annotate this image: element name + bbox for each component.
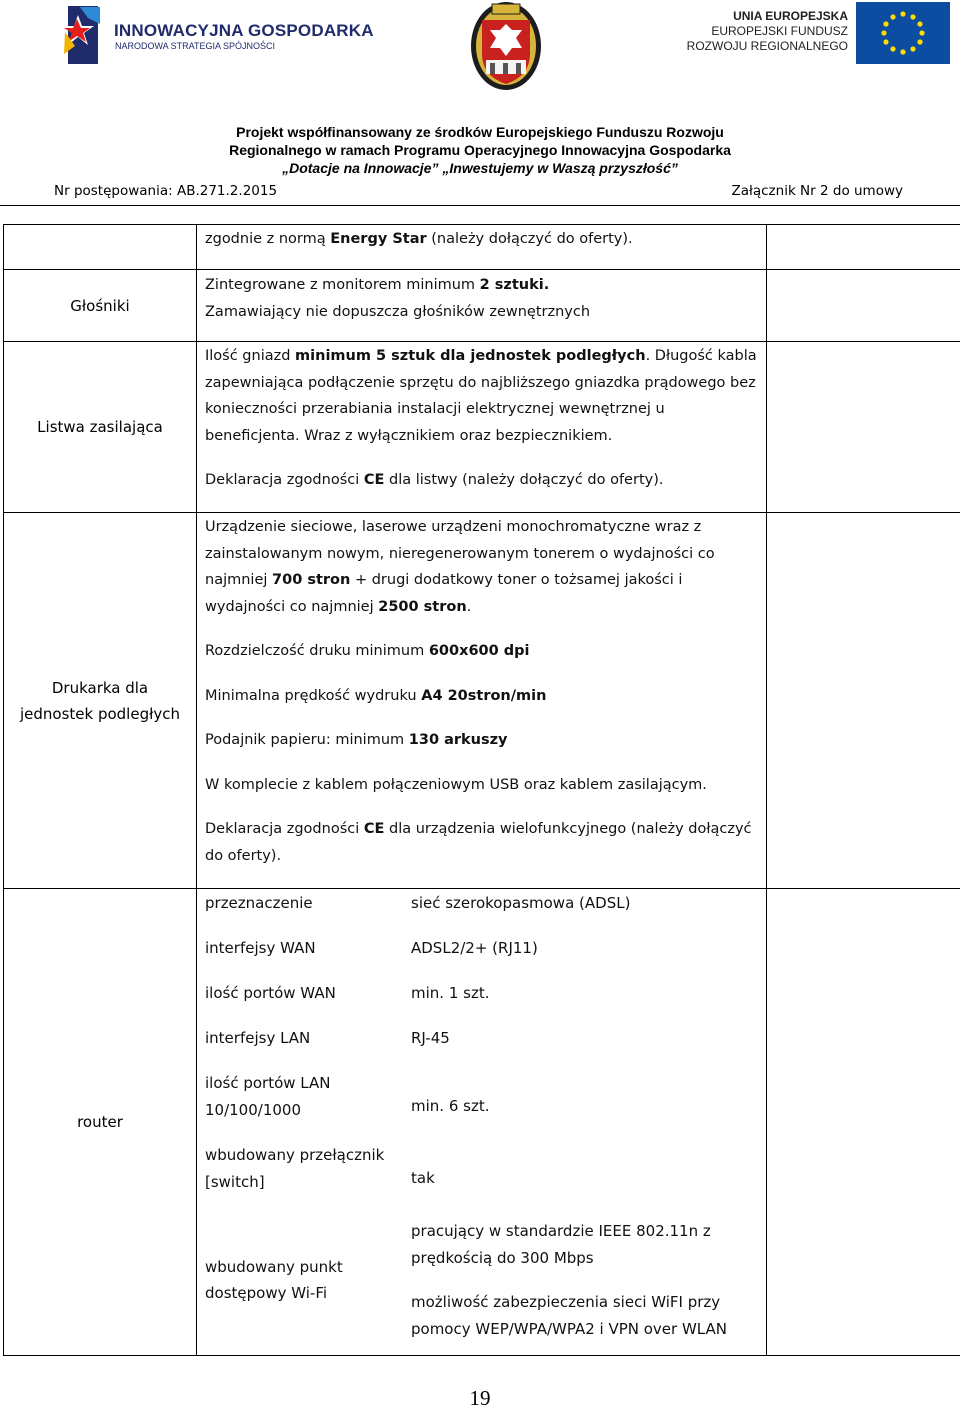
spec-value: RJ-45	[411, 1025, 761, 1070]
spec-key: interfejsy LAN	[205, 1025, 403, 1070]
print-speed: A4 20stron/min	[421, 688, 546, 704]
notes-cell	[767, 225, 960, 270]
ig-logo-subtitle: NARODOWA STRATEGIA SPÓJNOŚCI	[115, 41, 275, 51]
project-line-1: Projekt współfinansowany ze środków Europejskiego Funduszu Rozwoju	[0, 123, 960, 141]
wifi-security: możliwość zabezpieczenia sieci WiFI przy pomocy WEP/WPA/WPA2 i VPN over WLAN	[411, 1289, 761, 1342]
text-span: Zintegrowane z monitorem minimum	[205, 277, 480, 293]
toner-yield-1: 700 stron	[272, 572, 350, 588]
router-cell	[197, 889, 767, 1356]
spec-key: ilość portów LAN 10/100/1000	[205, 1070, 403, 1142]
text-span: Minimalna prędkość wydruku	[205, 688, 421, 704]
table-row	[4, 270, 960, 342]
eu-line-1: UNIA EUROPEJSKA	[660, 9, 848, 24]
table-row	[4, 513, 960, 889]
notes-cell	[767, 513, 960, 889]
text-span: . Długość kabla zapewniająca podłączenie sprzętu do najbliższego gniazdka prądowego bez konieczności przerabiania instalacji elektrycznej wewnętrznej u beneficjenta. Wraz z wyłącznikiem oraz bezpiecznikiem.	[205, 348, 757, 444]
spec-key: wbudowany przełącznik [switch]	[205, 1142, 403, 1214]
spec-key: wbudowany punkt dostępowy Wi-Fi	[205, 1214, 403, 1346]
spec-value: sieć szerokopasmowa (ADSL)	[411, 890, 761, 935]
speakers-count: 2 sztuki.	[480, 277, 550, 293]
eu-line-3: ROZWOJU REGIONALNEGO	[660, 39, 848, 54]
printer-label-line-1: Drukarka dla	[4, 675, 196, 701]
text-span: + drugi dodatkowy toner o tożsamej jakości i wydajności co najmniej	[205, 572, 682, 615]
printer-cell	[197, 513, 767, 889]
project-statement	[0, 123, 960, 177]
spec-key: przeznaczenie	[205, 890, 403, 935]
text-span: zgodnie z normą	[205, 231, 330, 247]
spec-value: tak	[411, 1142, 761, 1214]
router-spec-grid	[197, 889, 766, 1346]
text-span: .	[467, 599, 472, 615]
ce-text: CE	[364, 472, 385, 488]
energy-star-cell	[197, 225, 767, 270]
coat-of-arms-emblem	[468, 0, 544, 92]
eu-fund-caption	[660, 9, 848, 54]
procedure-number: Nr postępowania: AB.271.2.2015	[54, 183, 277, 199]
text-span: Urządzenie sieciowe, laserowe urządzeni monochromatyczne wraz z zainstalowanym nowym, nieregenerowanym tonerem o wydajności co najmniej	[205, 519, 715, 588]
innowacyjna-gospodarka-logo	[60, 2, 360, 64]
router-label: router	[4, 889, 197, 1356]
speakers-cell	[197, 270, 767, 342]
attachment-label: Załącznik Nr 2 do umowy	[732, 183, 904, 199]
ig-logo-title: INNOWACYJNA GOSPODARKA	[114, 21, 374, 41]
label-cell-empty	[4, 225, 197, 270]
eu-flag-icon	[856, 2, 950, 64]
wifi-standard: pracujący w standardzie IEEE 802.11n z prędkością do 300 Mbps	[411, 1218, 761, 1271]
printer-label	[4, 513, 197, 889]
notes-cell	[767, 342, 960, 513]
speakers-note: Zamawiający nie dopuszcza głośników zewnętrznych	[205, 299, 758, 326]
notes-cell	[767, 889, 960, 1356]
text-span: Deklaracja zgodności	[205, 821, 364, 837]
page-number: 19	[0, 1386, 960, 1411]
table-row	[4, 225, 960, 270]
specification-table	[3, 224, 960, 1356]
text-span: (należy dołączyć do oferty).	[427, 231, 633, 247]
spec-value: min. 1 szt.	[411, 980, 761, 1025]
toner-yield-2: 2500 stron	[378, 599, 466, 615]
socket-count: minimum 5 sztuk dla jednostek podległych	[295, 348, 646, 364]
speakers-label: Głośniki	[4, 270, 197, 342]
power-strip-cell	[197, 342, 767, 513]
spec-value: ADSL2/2+ (RJ11)	[411, 935, 761, 980]
print-resolution: 600x600 dpi	[429, 643, 530, 659]
text-span: dla urządzenia wielofunkcyjnego (należy dołączyć do oferty).	[205, 821, 752, 864]
project-line-2: Regionalnego w ramach Programu Operacyjnego Innowacyjna Gospodarka	[0, 141, 960, 159]
text-span: Rozdzielczość druku minimum	[205, 643, 429, 659]
table-row	[4, 342, 960, 513]
page-header	[0, 0, 960, 210]
table-row	[4, 889, 960, 1356]
text-span: Podajnik papieru: minimum	[205, 732, 409, 748]
spec-value: min. 6 szt.	[411, 1070, 761, 1142]
printer-label-line-2: jednostek podległych	[4, 701, 196, 727]
text-span: Deklaracja zgodności	[205, 472, 364, 488]
power-strip-label: Listwa zasilająca	[4, 342, 197, 513]
eu-line-2: EUROPEJSKI FUNDUSZ	[660, 24, 848, 39]
project-line-3: „Dotacje na Innowacje” „Inwestujemy w Waszą przyszłość”	[0, 159, 960, 177]
notes-cell	[767, 270, 960, 342]
text-span: dla listwy (należy dołączyć do oferty).	[384, 472, 663, 488]
text-span: Ilość gniazd	[205, 348, 295, 364]
cables-note: W komplecie z kablem połączeniowym USB oraz kablem zasilającym.	[205, 772, 758, 799]
ig-star-icon	[60, 2, 110, 64]
tray-capacity: 130 arkuszy	[409, 732, 508, 748]
energy-star-text: Energy Star	[330, 231, 426, 247]
spec-key: ilość portów WAN	[205, 980, 403, 1025]
spec-value	[411, 1214, 761, 1346]
ce-text: CE	[364, 821, 385, 837]
header-divider	[0, 205, 960, 206]
spec-key: interfejsy WAN	[205, 935, 403, 980]
